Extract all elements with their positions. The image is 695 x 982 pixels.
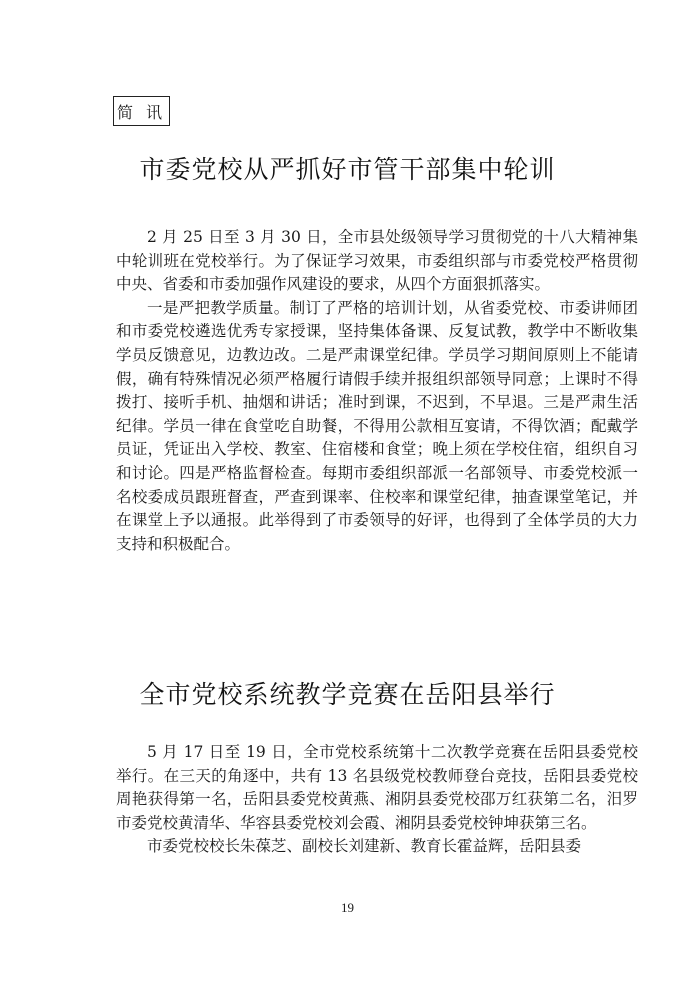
- section-tag-box: [113, 96, 170, 126]
- article-2-paragraph-2: 市委党校校长朱葆芝、副校长刘建新、教育长霍益辉，岳阳县委: [147, 837, 582, 856]
- article-1-paragraph-1: 2 月 25 日至 3 月 30 日，全市县处级领导学习贯彻党的十八大精神集中轮训班在党校举行。为了保证学习效果，市委组织部与市委党校严格贯彻中央、省委和市委加强作风建设的要求，从四个方面狠抓落实。: [116, 228, 638, 294]
- article-1-body: [116, 226, 638, 556]
- page-number: 19: [341, 900, 354, 915]
- section-tag-label: 简 讯: [116, 102, 167, 122]
- article-2-body: [116, 741, 638, 859]
- article-2-title: 全市党校系统教学竞赛在岳阳县举行: [139, 680, 556, 709]
- article-1-title: 市委党校从严抓好市管干部集中轮训: [139, 155, 556, 184]
- article-1-paragraph-2: 一是严把教学质量。制订了严格的培训计划，从省委党校、市委讲师团和市委党校遴选优秀专家授课，坚持集体备课、反复试教，教学中不断收集学员反馈意见，边教边改。二是严肃课堂纪律。学员学习期间原则上不能请假，确有特殊情况必须严格履行请假手续并报组织部领导同意；上课时不得拨打、接听手机、抽烟和讲话；准时到课，不迟到，不早退。三是严肃生活纪律。学员一律在食堂吃自助餐，不得用公款相互宴请，不得饮酒；配戴学员证，凭证出入学校、教室、住宿楼和食堂；晚上须在学校住宿，组织自习和讨论。四是严格监督检查。每期市委组织部派一名部领导、市委党校派一名校委成员跟班督查，严查到课率、住校率和课堂纪律，抽查课堂笔记，并在课堂上予以通报。此举得到了市委领导的好评，也得到了全体学员的大力支持和积极配合。: [116, 298, 638, 553]
- article-2-paragraph-1: 5 月 17 日至 19 日，全市党校系统第十二次教学竞赛在岳阳县委党校举行。在三天的角逐中，共有 13 名县级党校教师登台竞技，岳阳县委党校周艳获得第一名，岳阳县委党校黄燕、湘阴县委党校邵万红获第二名，汨罗市委党校黄清华、华容县委党校刘会霞、湘阴县委党校钟坤获第三名。: [116, 743, 638, 832]
